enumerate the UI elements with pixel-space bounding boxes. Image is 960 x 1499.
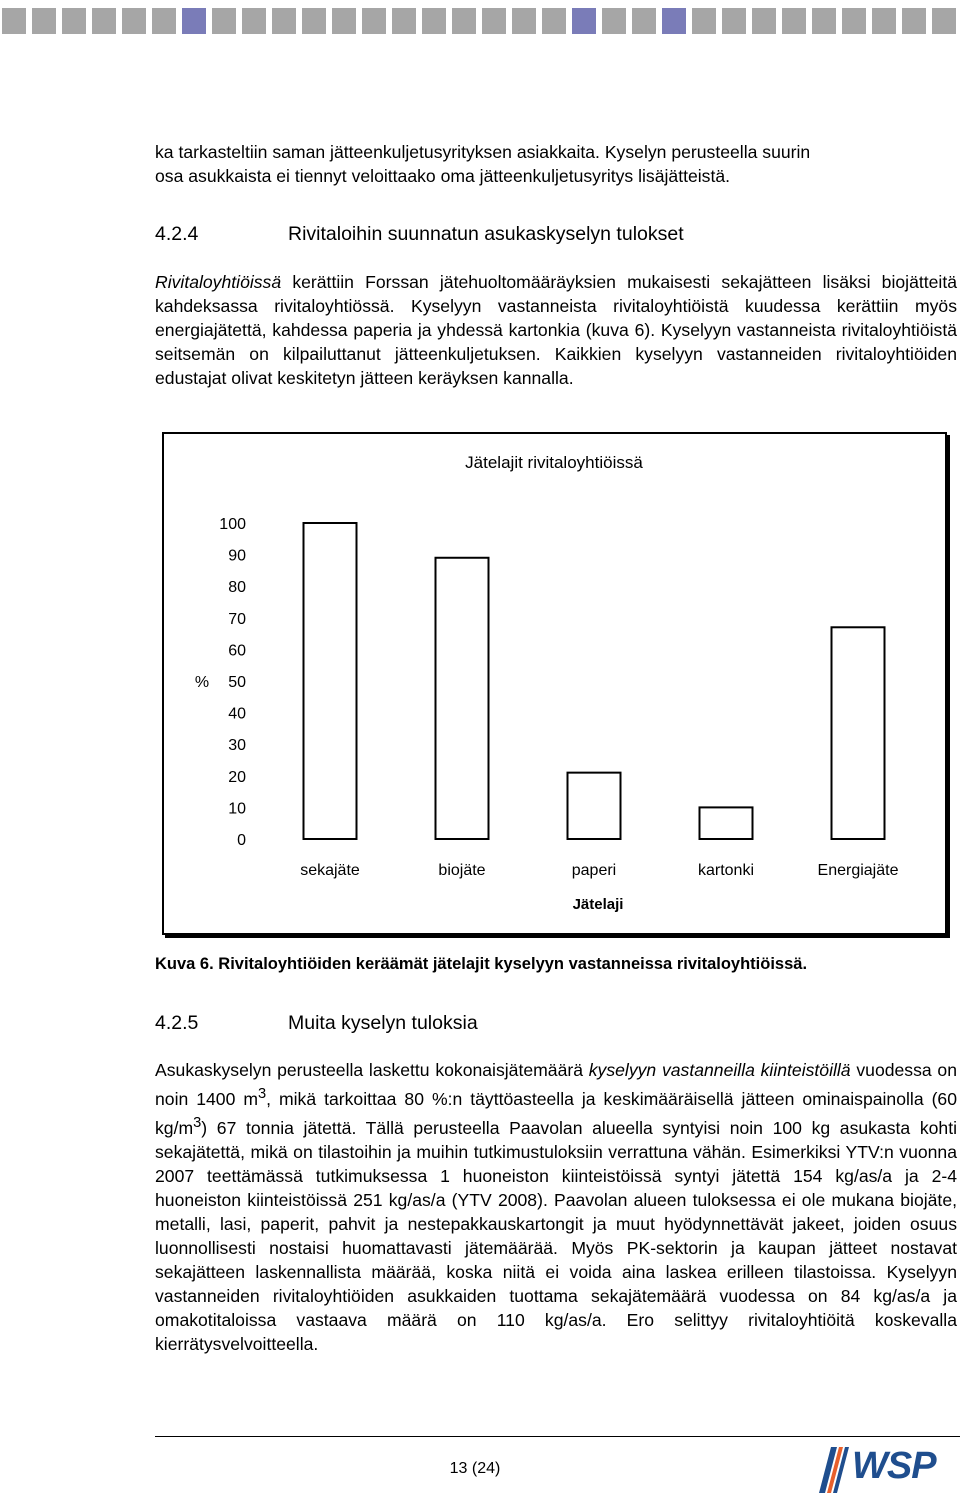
y-tick-label: 90 bbox=[228, 547, 246, 565]
decorative-square bbox=[872, 8, 896, 34]
decorative-square bbox=[722, 8, 746, 34]
text-part: Asukaskyselyn perusteella laskettu kokonaisjätemäärä bbox=[155, 1060, 589, 1080]
decorative-square bbox=[512, 8, 536, 34]
x-tick-label: sekajäte bbox=[300, 862, 360, 879]
decorative-square bbox=[572, 8, 596, 34]
top-decorative-bar bbox=[0, 8, 960, 34]
y-tick-label: 80 bbox=[228, 579, 246, 597]
decorative-square bbox=[242, 8, 266, 34]
bar-kartonki bbox=[700, 807, 753, 839]
chart-title: Jätelajit rivitaloyhtiöissä bbox=[465, 453, 643, 472]
section-title: Muita kyselyn tuloksia bbox=[288, 1012, 478, 1034]
decorative-square bbox=[752, 8, 776, 34]
y-tick-label: 100 bbox=[219, 516, 246, 533]
text-part: ) 67 tonnia jätettä. Tällä perusteella Paavolan alueella syntyisi noin 100 kg asukasta kohti sekajätettä, mikä on tilastoihin ja muihin tutkimustuloksiin verrattuna vähän. Esimerkiksi YTV:n vuonna 2007 teettämässä tutkimuksessa 1 huoneiston kiinteistöissä syntyi jätettä 154 kg/as/a ja 2-4 huoneiston kiinteistöissä 251 kg/as/a (YTV 2008). Paavolan alueen tuloksessa ei ole mukana biojäte, metalli, lasi, paperit, pahvit ja nestepakkauskartongit ja muut hyödynnettävät jakeet, joiden osuus luonnollisesti nostaisi huomattavasti jätemäärää. Myös PK-sektorin ja kaupan jätteet nostavat sekajätteen laskennallista määrää, koska niitä ei voida aina laskea erilleen tilastoissa. Kyselyyn vastanneiden rivitaloyhtiöiden asukkaiden tuottama sekajätemäärä vuodessa on 84 kg/as/a ja omakotitaloissa vastaava määrä on 110 kg/as/a. Ero selittyy rivitaloyhtiöitä koskevalla kierrätysvelvoitteella. bbox=[155, 1117, 957, 1354]
decorative-square bbox=[62, 8, 86, 34]
section-paragraph bbox=[155, 270, 957, 390]
intro-line-2: osa asukkaista ei tiennyt veloittaako oma jätteenkuljetusyritys lisäjätteistä. bbox=[155, 166, 731, 186]
decorative-square bbox=[452, 8, 476, 34]
x-tick-label: biojäte bbox=[438, 862, 486, 879]
text-part: vuodessa on noin 1400 m bbox=[155, 1060, 957, 1109]
bar-chart-frame bbox=[162, 432, 947, 935]
results-paragraph bbox=[155, 1058, 957, 1356]
decorative-square bbox=[692, 8, 716, 34]
decorative-square bbox=[902, 8, 926, 34]
figure-caption: Kuva 6. Rivitaloyhtiöiden keräämät jätelajit kyselyyn vastanneissa rivitaloyhtiöissä. bbox=[155, 955, 808, 973]
decorative-square bbox=[152, 8, 176, 34]
y-tick-label: 50 bbox=[228, 674, 246, 691]
bar-biojäte bbox=[436, 558, 489, 839]
x-axis-label: Jätelaji bbox=[572, 896, 624, 913]
decorative-square bbox=[422, 8, 446, 34]
decorative-square bbox=[32, 8, 56, 34]
bar-sekajäte bbox=[304, 523, 357, 839]
bar-chart bbox=[164, 434, 945, 933]
section-number: 4.2.5 bbox=[155, 1012, 199, 1034]
decorative-square bbox=[842, 8, 866, 34]
y-axis-label: % bbox=[194, 674, 210, 691]
decorative-square bbox=[122, 8, 146, 34]
y-tick-label: 40 bbox=[228, 705, 246, 723]
x-tick-label: Energiajäte bbox=[817, 862, 899, 879]
y-tick-label: 30 bbox=[228, 737, 246, 755]
decorative-square bbox=[812, 8, 836, 34]
section-heading-4-2-4 bbox=[155, 222, 684, 246]
decorative-square bbox=[542, 8, 566, 34]
section-number: 4.2.4 bbox=[155, 223, 199, 245]
decorative-square bbox=[302, 8, 326, 34]
italic-term: Rivitaloyhtiöissä bbox=[155, 272, 282, 292]
decorative-square bbox=[2, 8, 26, 34]
logo-text: WSP bbox=[852, 1445, 936, 1487]
decorative-square bbox=[602, 8, 626, 34]
y-tick-label: 10 bbox=[228, 800, 246, 818]
decorative-square bbox=[212, 8, 236, 34]
decorative-square bbox=[482, 8, 506, 34]
section-title: Rivitaloihin suunnatun asukaskyselyn tulokset bbox=[288, 223, 684, 245]
y-tick-label: 0 bbox=[237, 832, 246, 849]
paragraph-text: kerättiin Forssan jätehuoltomääräyksien mukaisesti sekajätteen lisäksi biojätteitä kahdeksassa rivitaloyhtiössä. Kyselyyn vastanneista rivitaloyhtiöistä kuudessa kerättiin myös energiajätettä, kahdessa paperia ja yhdessä kartonkia (kuva 6). Kyselyyn vastanneista rivitaloyhtiöistä seitsemän on kilpailuttanut jätteenkuljetuksen. Kaikkien kyselyyn vastanneiden rivitaloyhtiöiden edustajat olivat keskitetyn jätteen keräyksen kannalla. bbox=[155, 272, 957, 388]
superscript: 3 bbox=[257, 1086, 267, 1102]
decorative-square bbox=[362, 8, 386, 34]
decorative-square bbox=[392, 8, 416, 34]
decorative-square bbox=[632, 8, 656, 34]
decorative-square bbox=[782, 8, 806, 34]
y-tick-label: 70 bbox=[228, 610, 246, 628]
decorative-square bbox=[662, 8, 686, 34]
footer-divider bbox=[155, 1436, 960, 1437]
y-tick-label: 60 bbox=[228, 642, 246, 660]
decorative-square bbox=[92, 8, 116, 34]
page-number: 13 (24) bbox=[449, 1460, 501, 1477]
decorative-square bbox=[932, 8, 956, 34]
section-heading-4-2-5 bbox=[155, 1011, 478, 1035]
text-part: , mikä tarkoittaa 80 %:n täyttöasteella ja keskimääräisellä jätteen ominaispainolla (60 kg/m bbox=[155, 1088, 957, 1138]
x-tick-label: kartonki bbox=[697, 862, 755, 879]
intro-line-1: ka tarkasteltiin saman jätteenkuljetusyrityksen asiakkaita. Kyselyn perusteella suurin bbox=[155, 142, 811, 162]
y-tick-label: 20 bbox=[228, 768, 246, 786]
x-tick-label: paperi bbox=[571, 862, 617, 879]
decorative-square bbox=[182, 8, 206, 34]
decorative-square bbox=[272, 8, 296, 34]
decorative-square bbox=[332, 8, 356, 34]
italic-term: kyselyyn vastanneilla kiinteistöillä bbox=[588, 1060, 851, 1080]
bar-paperi bbox=[568, 773, 621, 839]
superscript: 3 bbox=[193, 1114, 202, 1131]
bar-energiajäte bbox=[832, 627, 885, 839]
wsp-logo bbox=[815, 1445, 947, 1495]
wsp-logo-mark-icon bbox=[815, 1445, 855, 1495]
intro-paragraph bbox=[155, 140, 957, 188]
